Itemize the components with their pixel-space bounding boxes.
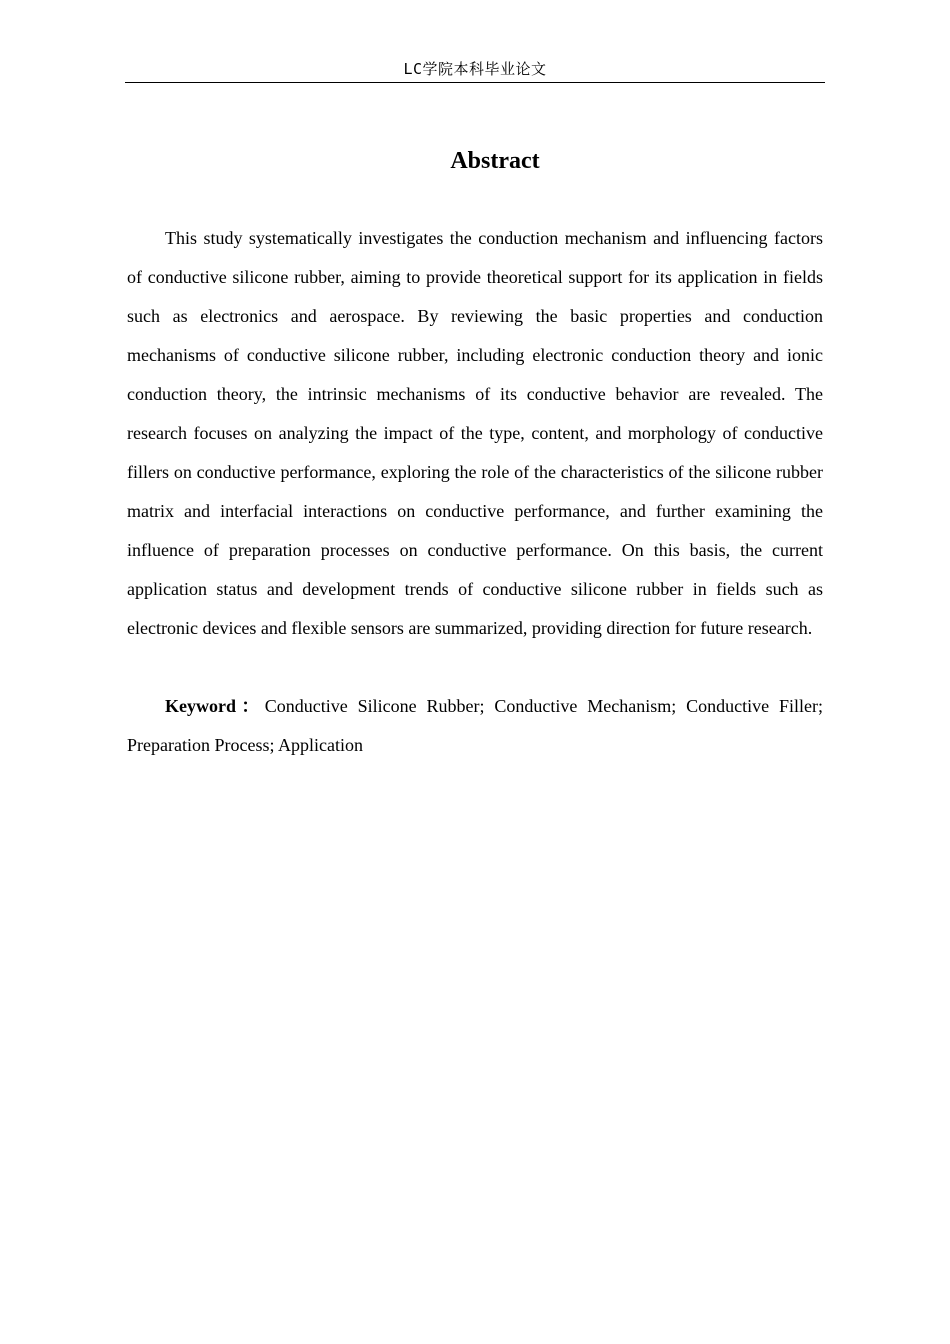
abstract-title: Abstract <box>450 148 540 174</box>
page-header-title: LC学院本科毕业论文 <box>403 60 547 78</box>
keywords-value: Conductive Silicone Rubber; Conductive Mechanism; Conductive Filler; Preparation Process; Application <box>127 696 823 755</box>
page-header <box>125 56 825 83</box>
keywords-paragraph <box>127 687 823 765</box>
abstract-body: This study systematically investigates the conduction mechanism and influencing factors of conductive silicone rubber, aiming to provide theoretical support for its application in fields such as electronics and aerospace. By reviewing the basic properties and conduction mechanisms of conductive silicone rubber, including electronic conduction theory and ionic conduction theory, the intrinsic mechanisms of its conductive behavior are revealed. The research focuses on analyzing the impact of the type, content, and morphology of conductive fillers on conductive performance, exploring the role of the characteristics of the silicone rubber matrix and interfacial interactions on conductive performance, and further examining the influence of preparation processes on conductive performance. On this basis, the current application status and development trends of conductive silicone rubber in fields such as electronic devices and flexible sensors are summarized, providing direction for future research. <box>127 228 823 638</box>
keywords-label: Keyword： <box>165 696 265 716</box>
